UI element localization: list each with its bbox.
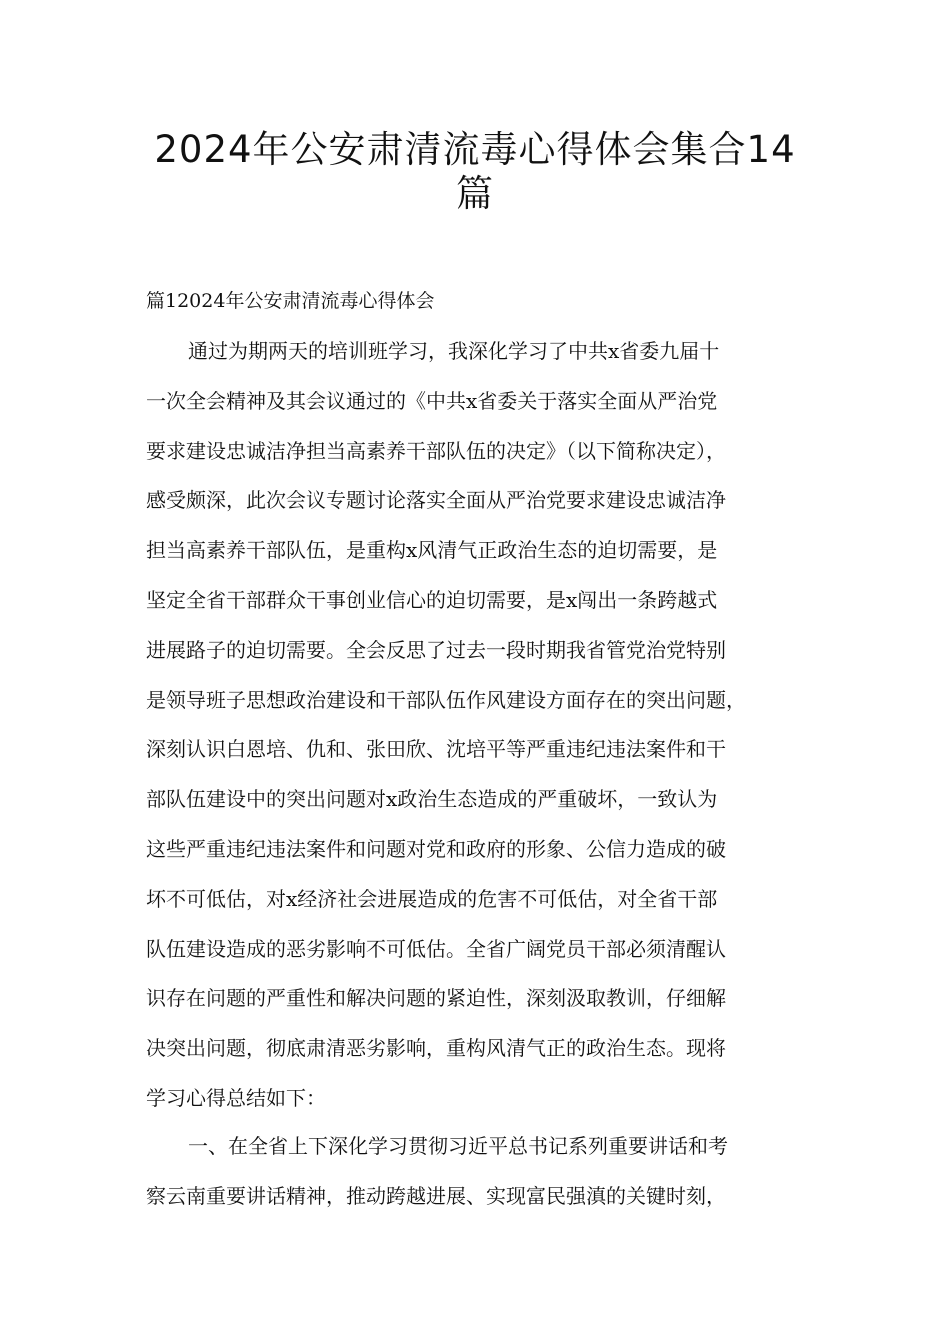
paragraph-line: 决突出问题，彻底肃清恶劣影响，重构风清气正的政治生态。现将	[146, 1036, 726, 1061]
paragraph-line: 一次全会精神及其会议通过的《中共x省委关于落实全面从严治党	[146, 388, 718, 413]
paragraph-line: 担当高素养干部队伍，是重构x风清气正政治生态的迫切需要，是	[146, 538, 718, 563]
paragraph-line: 是领导班子思想政治建设和干部队伍作风建设方面存在的突出问题，	[146, 687, 746, 712]
paragraph-line: 部队伍建设中的突出问题对x政治生态造成的严重破坏，一致认为	[146, 787, 718, 812]
body-paragraph	[146, 1122, 846, 1222]
paragraph-line: 一、在全省上下深化学习贯彻习近平总书记系列重要讲话和考	[188, 1134, 728, 1158]
paragraph-line: 深刻认识白恩培、仇和、张田欣、沈培平等严重违纪违法案件和干	[146, 737, 726, 762]
paragraph-line: 队伍建设造成的恶劣影响不可低估。全省广阔党员干部必须清醒认	[146, 936, 726, 961]
document-title-line: 2024年公安肃清流毒心得体会集合14	[154, 128, 796, 171]
body-paragraph	[146, 327, 846, 1124]
section-heading: 篇12024年公安肃清流毒心得体会	[146, 290, 435, 312]
paragraph-line: 感受颇深，此次会议专题讨论落实全面从严治党要求建设忠诚洁净	[146, 488, 726, 513]
document-title	[100, 128, 850, 216]
paragraph-line: 学习心得总结如下：	[146, 1085, 326, 1110]
paragraph-line: 坚定全省干部群众干事创业信心的迫切需要，是x闯出一条跨越式	[146, 587, 718, 612]
paragraph-line: 坏不可低估，对x经济社会进展造成的危害不可低估，对全省干部	[146, 886, 718, 911]
paragraph-line: 要求建设忠诚洁净担当高素养干部队伍的决定》（以下简称决定），	[146, 438, 726, 463]
paragraph-line: 察云南重要讲话精神，推动跨越进展、实现富民强滇的关键时刻，	[146, 1183, 726, 1208]
paragraph-line: 进展路子的迫切需要。全会反思了过去一段时期我省管党治党特别	[146, 637, 726, 662]
paragraph-line: 这些严重违纪违法案件和问题对党和政府的形象、公信力造成的破	[146, 836, 726, 861]
paragraph-line: 识存在问题的严重性和解决问题的紧迫性，深刻汲取教训，仔细解	[146, 986, 726, 1011]
paragraph-line: 通过为期两天的培训班学习，我深化学习了中共x省委九届十	[188, 339, 720, 363]
document-title-line: 篇	[456, 172, 494, 215]
